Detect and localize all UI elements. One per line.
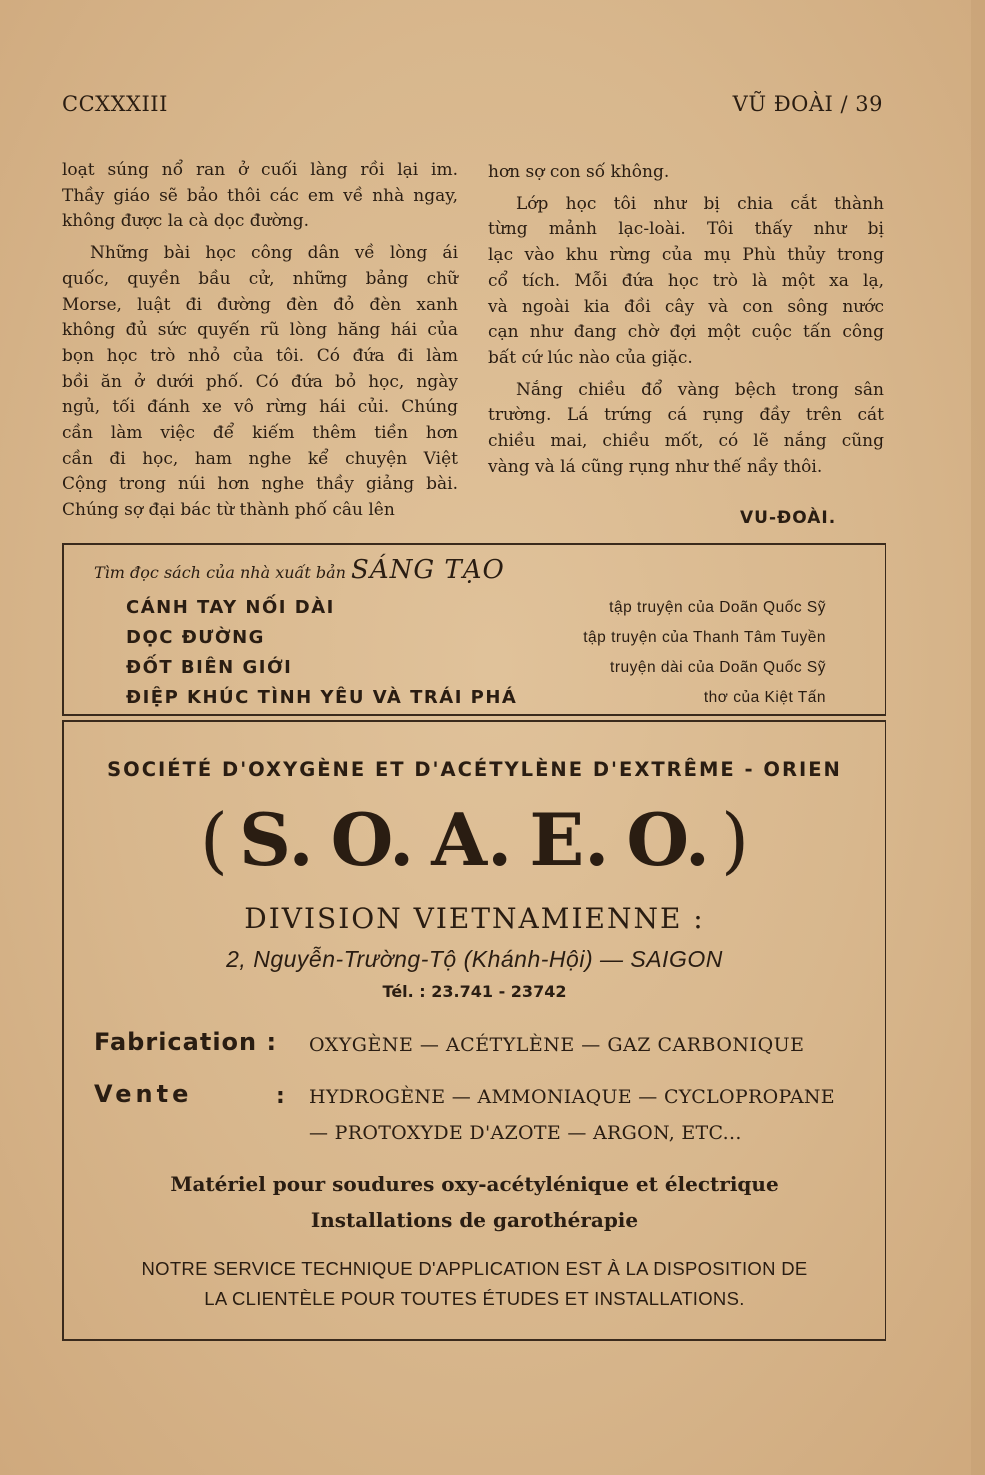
book-author: thơ của Kiệt Tấn: [703, 689, 826, 706]
book-title: ĐIỆP KHÚC TÌNH YÊU VÀ TRÁI PHÁ: [126, 687, 518, 708]
service-notice-line: NOTRE SERVICE TECHNIQUE D'APPLICATION EST À LA DISPOSITION DE: [141, 1258, 808, 1279]
vente-items-line2: — PROTOXYDE D'AZOTE — ARGON, ETC...: [309, 1122, 742, 1144]
book-title: DỌC ĐƯỜNG: [126, 627, 265, 648]
article-line: Nắng chiều đổ vàng bệch trong sân: [516, 379, 884, 400]
company-advertisement: [62, 720, 886, 1341]
vente-label: Vente: [94, 1080, 193, 1108]
book-ad-heading-text: Tìm đọc sách của nhà xuất bản: [94, 563, 346, 582]
acronym-open-paren: (: [199, 798, 228, 882]
article-line: Lớp học tôi như bị chia cắt thành: [516, 193, 884, 214]
article-right-column: [488, 160, 884, 480]
article-left-column: [62, 158, 458, 524]
article-line: không được la cà dọc đường.: [62, 211, 310, 232]
article-line: Cộng trong núi hơn nghe thầy giảng bài.: [62, 474, 458, 495]
page-edge-shadow: [971, 0, 985, 1475]
company-telephone: Tél. : 23.741 - 23742: [382, 982, 567, 1001]
book-list-item: [126, 597, 826, 627]
author-page-number: VŨ ĐOÀI / 39: [732, 92, 883, 116]
article-paragraph: [488, 192, 884, 372]
book-author: tập truyện của Doãn Quốc Sỹ: [609, 599, 826, 616]
article-line: vàng và lá cũng rụng như thế nầy thôi.: [488, 456, 823, 477]
article-line: bọn học trò nhỏ của tôi. Có đứa đi làm: [62, 345, 458, 366]
publisher-name: SÁNG TẠO: [351, 555, 505, 585]
book-advertisement: [62, 543, 886, 716]
book-author: truyện dài của Doãn Quốc Sỹ: [610, 659, 826, 676]
fabrication-row: [94, 1028, 864, 1062]
article-paragraph: [488, 160, 884, 186]
acronym-letter: E.: [529, 797, 610, 882]
article-line: và ngoài kia đồi cây và con sông nước: [488, 296, 884, 317]
book-author: tập truyện của Thanh Tâm Tuyền: [583, 629, 826, 646]
acronym-letter: S.: [239, 797, 314, 882]
book-list-item: [126, 627, 826, 657]
vente-items-line1: HYDROGÈNE — AMMONIAQUE — CYCLOPROPANE: [309, 1086, 835, 1108]
article-line: bất cứ lúc nào của giặc.: [488, 347, 693, 368]
article-paragraph: [62, 241, 458, 524]
running-head: [62, 92, 883, 122]
fabrication-items: OXYGÈNE — ACÉTYLÈNE — GAZ CARBONIQUE: [309, 1034, 805, 1056]
book-ad-heading: [94, 555, 505, 585]
book-list-item: [126, 657, 826, 687]
book-title: ĐỐT BIÊN GIỚI: [126, 657, 293, 678]
article-line: Chúng sợ đại bác từ thành phố câu lên: [62, 500, 395, 521]
article-line: cần làm việc để kiếm thêm tiền hơn: [62, 423, 458, 444]
article-line: quốc, quyền bầu cử, những bảng chữ: [62, 268, 458, 289]
article-line: Những bài học công dân về lòng ái: [90, 243, 458, 264]
article-line: hơn sợ con số không.: [488, 162, 670, 182]
acronym-close-paren: ): [721, 798, 750, 882]
article-line: Morse, luật đi đường đèn đỏ đèn xanh: [62, 294, 458, 315]
book-list-item: [126, 687, 826, 717]
article-line: trường. Lá trứng cá rụng đầy trên cát: [488, 405, 884, 426]
company-acronym: [64, 797, 885, 882]
materiel-line: Matériel pour soudures oxy-acétylénique et électrique: [170, 1172, 779, 1196]
company-address: 2, Nguyễn-Trường-Tộ (Khánh-Hội) — SAIGON: [226, 946, 723, 972]
article-line: chiều mai, chiều mốt, có lẽ nắng cũng: [488, 431, 884, 452]
acronym-letter: O.: [626, 797, 710, 882]
service-notice-line: LA CLIENTÈLE POUR TOUTES ÉTUDES ET INSTALLATIONS.: [204, 1288, 745, 1309]
author-signature: VU-ĐOÀI.: [740, 508, 837, 528]
page-section-number: CCXXXIII: [62, 92, 168, 116]
article-line: bồi ăn ở dưới phố. Có đứa bỏ học, ngày: [62, 371, 458, 392]
article-line: từng mảnh lạc-loài. Tôi thấy như bị: [488, 219, 884, 240]
article-line: lạc vào khu rừng của mụ Phù thủy trong: [488, 245, 884, 266]
article-line: Thầy giáo sẽ bảo thôi các em về nhà ngay,: [62, 185, 458, 206]
article-paragraph: [62, 158, 458, 235]
company-name: SOCIÉTÉ D'OXYGÈNE ET D'ACÉTYLÈNE D'EXTRÊME - ORIEN: [107, 758, 842, 781]
book-title: CÁNH TAY NỐI DÀI: [126, 597, 335, 618]
service-notice: [114, 1254, 835, 1314]
article-line: cần đi học, ham nghe kể chuyện Việt: [62, 448, 458, 469]
vente-row: [94, 1080, 864, 1144]
article-line: cổ tích. Mỗi đứa học trò là một xa lạ,: [488, 270, 884, 291]
article-paragraph: [488, 378, 884, 481]
acronym-letter: O.: [330, 797, 415, 882]
fabrication-label: Fabrication :: [94, 1028, 278, 1056]
article-line: ngủ, tối đánh xe vô rừng hái củi. Chúng: [62, 397, 458, 418]
article-line: loạt súng nổ ran ở cuối làng rồi lại im.: [62, 160, 458, 180]
vente-colon: :: [276, 1084, 285, 1109]
book-list: [126, 597, 826, 717]
division-title: DIVISION VIETNAMIENNE :: [244, 902, 705, 935]
article-line: cạn như đang chờ đợi một cuộc tấn công: [488, 322, 884, 343]
installations-line: Installations de garothérapie: [310, 1208, 639, 1232]
acronym-letter: A.: [431, 797, 513, 882]
article-line: không đủ sức quyến rũ lòng hăng hái của: [62, 320, 458, 341]
